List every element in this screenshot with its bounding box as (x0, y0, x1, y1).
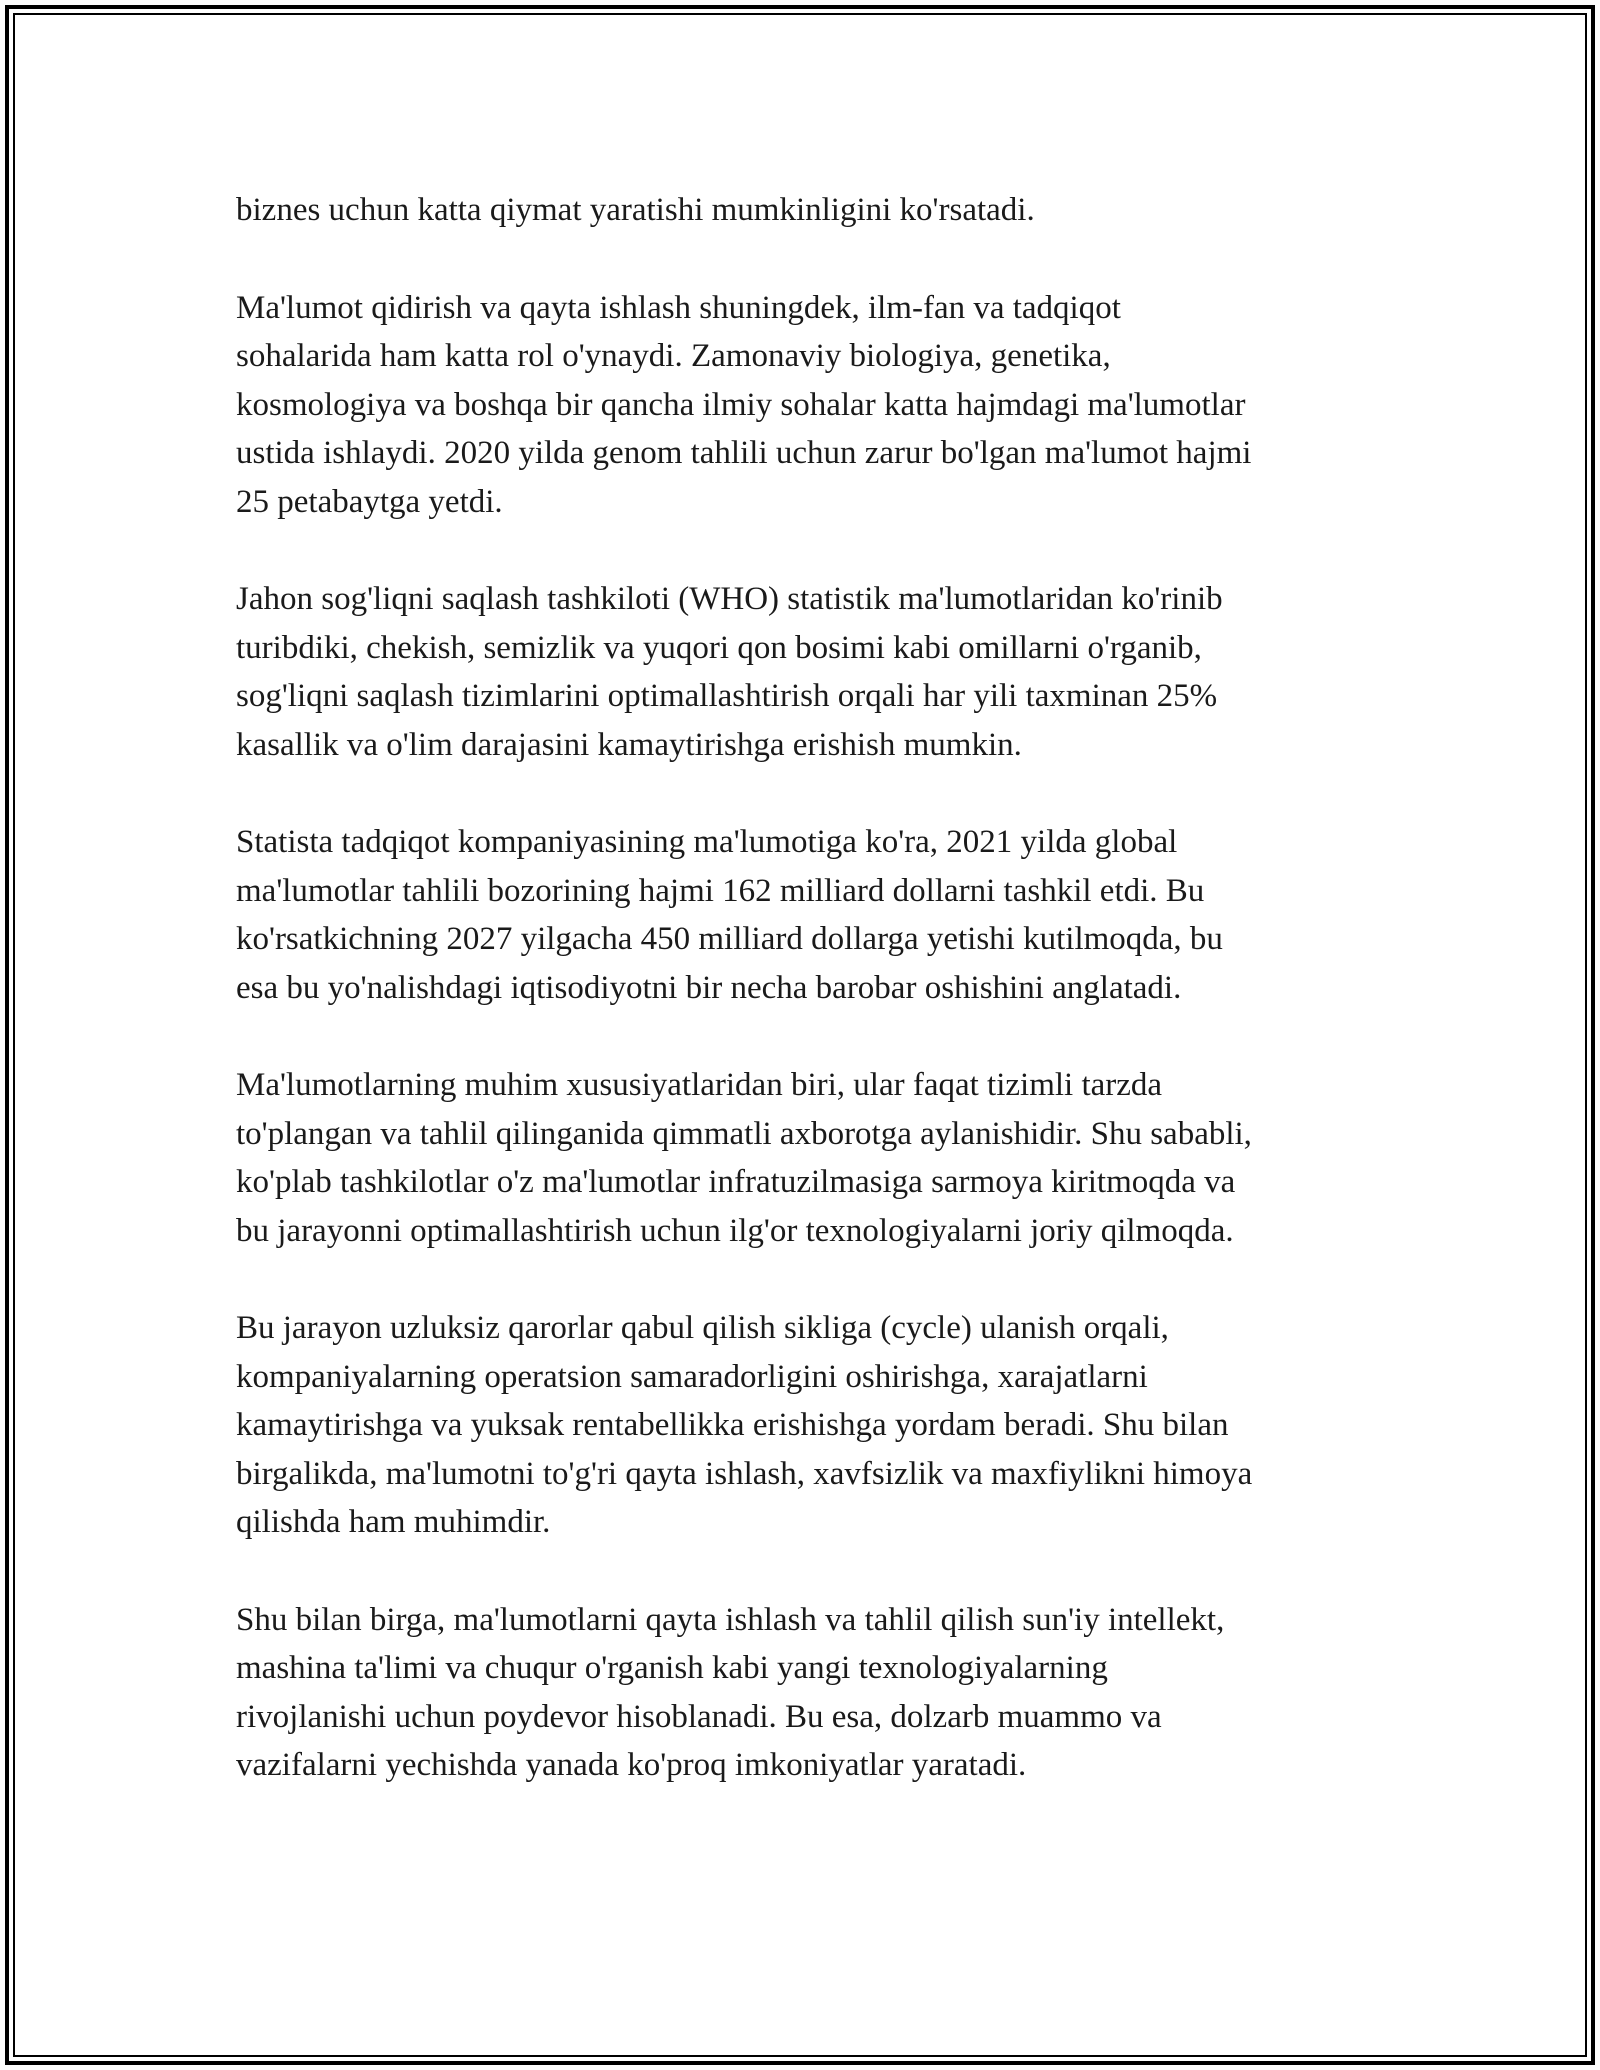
document-body (236, 186, 1386, 1839)
paragraph-2: Ma'lumot qidirish va qayta ishlash shuningdek, ilm-fan va tadqiqot sohalarida ham katta rol o'ynaydi. Zamonaviy biologiya, genetika, kosmologiya va boshqa bir qancha ilmiy sohalar katta hajmdagi ma'lumotlar ustida ishlaydi. 2020 yilda genom tahlili uchun zarur bo'lgan ma'lumot hajmi 25 petabaytga yetdi. (236, 289, 1252, 520)
paragraph-1: biznes uchun katta qiymat yaratishi mumkinligini ko'rsatadi. (236, 192, 1035, 228)
paragraph-5: Ma'lumotlarning muhim xususiyatlaridan biri, ular faqat tizimli tarzda to'plangan va tahlil qilinganida qimmatli axborotga aylanishidir. Shu sababli, ko'plab tashkilotlar o'z ma'lumotlar infratuzilmasiga sarmoya kiritmoqda va bu jarayonni optimallashtirish uchun ilg'or texnologiyalarni joriy qilmoqda. (236, 1067, 1252, 1249)
paragraph-4: Statista tadqiqot kompaniyasining ma'lumotiga ko'ra, 2021 yilda global ma'lumotlar tahlili bozorining hajmi 162 milliard dollarni tashkil etdi. Bu ko'rsatkichning 2027 yilgacha 450 milliard dollarga yetishi kutilmoqda, bu esa bu yo'nalishdagi iqtisodiyotni bir necha barobar oshishini anglatadi. (236, 824, 1223, 1006)
paragraph-3: Jahon sog'liqni saqlash tashkiloti (WHO) statistik ma'lumotlaridan ko'rinib turibdiki, chekish, semizlik va yuqori qon bosimi kabi omillarni o'rganib, sog'liqni saqlash tizimlarini optimallashtirish orqali har yili taxminan 25% kasallik va o'lim darajasini kamaytirishga erishish mumkin. (236, 581, 1223, 763)
paragraph-7: Shu bilan birga, ma'lumotlarni qayta ishlash va tahlil qilish sun'iy intellekt, mashina ta'limi va chuqur o'rganish kabi yangi texnologiyalarning rivojlanishi uchun poydevor hisoblanadi. Bu esa, dolzarb muammo va vazifalarni yechishda yanada ko'proq imkoniyatlar yaratadi. (236, 1601, 1225, 1783)
paragraph-6: Bu jarayon uzluksiz qarorlar qabul qilish sikliga (cycle) ulanish orqali, kompaniyalarning operatsion samaradorligini oshirishga, xarajatlarni kamaytirishga va yuksak rentabellikka erishishga yordam beradi. Shu bilan birgalikda, ma'lumotni to'g'ri qayta ishlash, xavfsizlik va maxfiylikni himoya qilishda ham muhimdir. (236, 1310, 1253, 1540)
